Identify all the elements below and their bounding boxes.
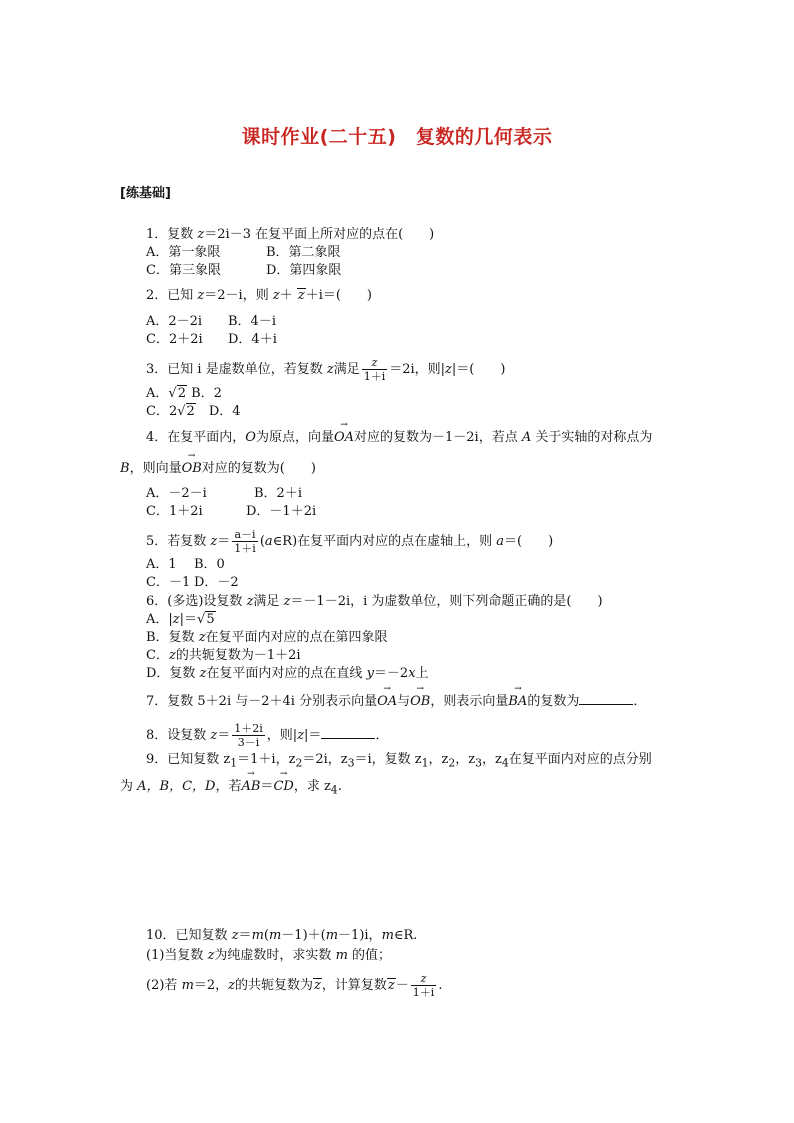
question-10-stem: 10．已知复数 z＝m(m－1)＋(m－1)i，m∈R. xyxy=(146,928,418,943)
question-7-stem: 7．复数 5＋2i 与－2＋4i 分别表示向量→ OA与→ OB，则表示向量→ BA的复数为 ． xyxy=(146,692,646,710)
vector-BA: → BA xyxy=(508,694,527,710)
question-10-part-2: (2)若 m＝2，z的共轭复数为z，计算复数z－ $\frac{z}{1+i}$ . xyxy=(146,972,443,999)
question-4-stem-line2: B，则向量→ OB对应的复数为( ) xyxy=(120,461,316,477)
option: B．2＋i xyxy=(254,486,302,501)
option: B．0 xyxy=(194,557,225,572)
question-4-stem-line1: 4．在复平面内，O为原点，向量→ OA对应的复数为－1－2i，若点 A 关于实轴的对称点为 xyxy=(146,430,652,446)
question-9-stem-line2: 为 A，B，C，D，若→ AB＝→ CD，求 $z_4$. xyxy=(120,779,342,799)
question-2-stem: 2．已知 z＝2－i，则 z＋ z＋i＝( ) xyxy=(146,288,372,303)
vector-OA: → OA xyxy=(377,694,397,710)
question-3-options-row2: C．2√2 D．4 xyxy=(146,404,241,419)
option: D．－1＋2i xyxy=(246,504,317,519)
page-title: 课时作业(二十五) 复数的几何表示 xyxy=(241,126,553,148)
sqrt-symbol: √2 xyxy=(177,404,195,419)
question-5-options-row2 xyxy=(146,575,239,591)
question-4-options-row2 xyxy=(146,504,316,520)
question-5-options-row1 xyxy=(146,557,225,573)
section-heading: [练基础] xyxy=(120,186,171,201)
question-6-option-d: D．复数 z在复平面内对应的点在直线 y＝－2x上 xyxy=(146,666,429,681)
question-3-options-row1: A．√2 B．2 xyxy=(146,386,222,401)
question-2-options-row1 xyxy=(146,314,276,330)
option: B．第二象限 xyxy=(266,245,341,260)
conjugate-z: z xyxy=(387,978,395,993)
question-2-options-row2 xyxy=(146,332,277,348)
question-5-stem: 5．若复数 z＝ $\frac{a-i}{1+i}$ (a∈R)在复平面内对应的点在虚轴上，则 a＝( ) xyxy=(146,528,554,555)
question-4-options-row1 xyxy=(146,486,302,502)
vector-OB: → OB xyxy=(410,694,430,710)
option: D．－2 xyxy=(194,575,239,590)
question-1-options-row1 xyxy=(146,245,341,261)
conjugate-z: z xyxy=(297,288,305,303)
fraction: $\frac{a-i}{1+i}$ xyxy=(234,528,256,555)
option: A．－2－i xyxy=(146,486,207,501)
fraction: $\frac{1+2i}{3-i}$ xyxy=(234,722,263,749)
conjugate-z: z xyxy=(314,978,321,993)
vector-OB: → OB xyxy=(182,461,202,477)
vector-AB: → AB xyxy=(241,779,260,795)
answer-blank xyxy=(579,692,633,705)
question-9-stem-line1: 9．已知复数 $z_1=1+i$，$z_2=2i$，$z_3=i$，复数 $z_1$，$z_2$，$z_3$，$z_4$在复平面内对应的点分别 xyxy=(146,752,652,770)
question-8-stem: 8．设复数 z＝ $\frac{1+2i}{3-i}$ ，则|z|＝ ． xyxy=(146,722,389,749)
option: A．2－2i xyxy=(146,314,203,329)
option: A．1 xyxy=(146,557,177,572)
question-6-option-c: C．z的共轭复数为－1＋2i xyxy=(146,648,301,663)
vector-CD: → CD xyxy=(273,779,293,795)
option: B．4－i xyxy=(228,314,276,329)
option: C．－1 xyxy=(146,575,191,590)
sqrt-symbol: √2 xyxy=(168,386,186,401)
fraction: $\frac{z}{1+i}$ xyxy=(363,356,386,383)
question-6-option-a: A．|z|＝√5 xyxy=(146,612,215,627)
option: A．第一象限 xyxy=(146,245,221,260)
question-1-options-row2 xyxy=(146,263,341,279)
fraction: $\frac{z}{1+i}$ xyxy=(412,972,435,999)
answer-blank xyxy=(321,726,375,739)
option: D．4＋i xyxy=(228,332,277,347)
sqrt-symbol: √5 xyxy=(197,612,215,627)
question-1-stem: 1．复数 z＝2i－3 在复平面上所对应的点在( ) xyxy=(146,227,435,242)
option: C．第三象限 xyxy=(146,263,221,278)
question-6-option-b: B．复数 z在复平面内对应的点在第四象限 xyxy=(146,630,388,645)
vector-OA: → OA xyxy=(334,430,354,446)
option: C．1＋2i xyxy=(146,504,203,519)
question-6-stem: 6．(多选)设复数 z满足 z＝－1－2i，i 为虚数单位，则下列命题正确的是( ) xyxy=(146,594,603,609)
question-3-stem: 3．已知 i 是虚数单位，若复数 z满足 $\frac{z}{1+i}$ ＝2i，则|z|＝( ) xyxy=(146,356,506,383)
option: C．2＋2i xyxy=(146,332,203,347)
option: D．第四象限 xyxy=(266,263,342,278)
question-10-part-1: (1)当复数 z为纯虚数时，求实数 m 的值； xyxy=(146,948,392,963)
